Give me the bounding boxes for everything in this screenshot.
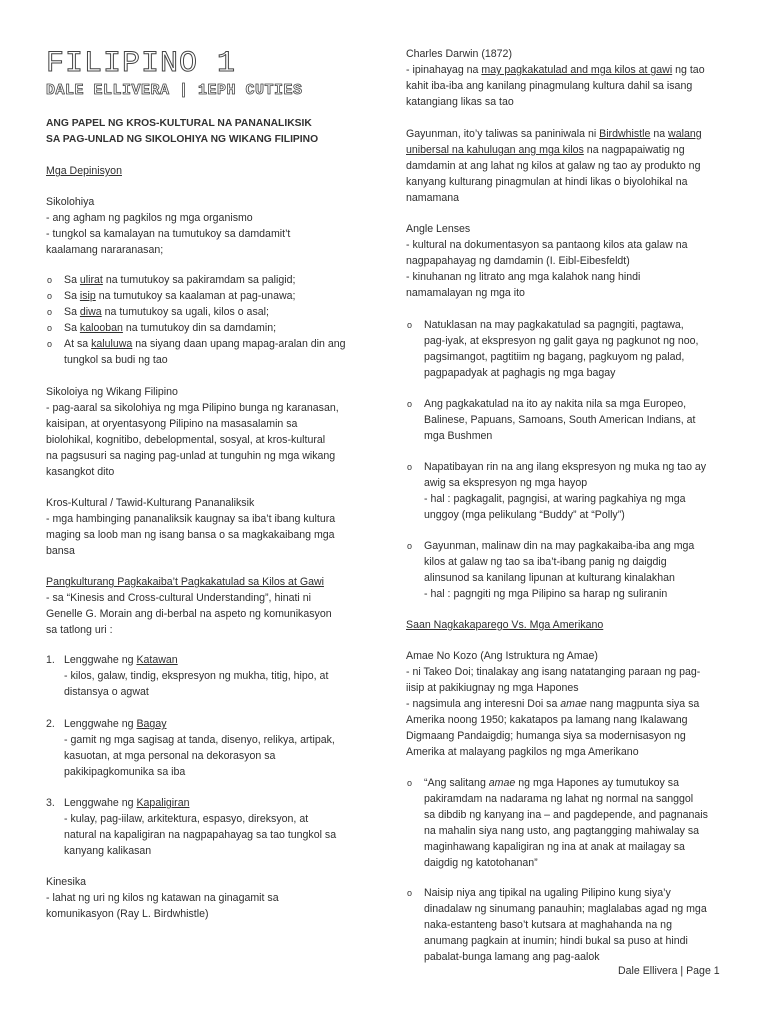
text-line: pakiramdam na nadarama ng lahat ng normal na sanggol xyxy=(424,793,694,805)
text-line: kanyang kalikasan xyxy=(64,845,152,857)
text-line: - kulay, pag-iilaw, arkitektura, espasyo, direksyon, at xyxy=(64,813,309,825)
text-line: dinadalaw ng sinumang panauhin; maglalabas agad ng mga xyxy=(424,903,707,915)
text-line: kanyang kulturang pinagmulan at hindi likas o biyolohikal na xyxy=(406,176,688,188)
text-line: mga Bushmen xyxy=(424,430,493,442)
text-line: - ipinahayag na may pagkakatulad and mga kilos at gawi ng tao xyxy=(406,64,705,76)
text-line: - kultural na dokumentasyon sa pantaong kilos ata galaw na xyxy=(406,239,688,251)
text-line: pakikipagkomunika sa iba xyxy=(64,766,186,778)
text-line: - tungkol sa kamalayan na tumutukoy sa damdamit’t xyxy=(46,228,291,240)
document-subtitle: DALE ELLIVERA | 1EPH CUTIES xyxy=(46,82,303,99)
term-angle-lenses: Angle Lenses xyxy=(406,223,471,235)
list-number: 2. xyxy=(46,718,55,730)
text-line: anumang pagkain at inumin; hindi bukal sa puso at hindi xyxy=(424,935,688,947)
text-line: pagpapadyak at paghagis ng mga bagay xyxy=(424,367,616,379)
text-line: daigdig ng katotohanan” xyxy=(424,857,538,869)
text-line: awig sa ekspresyon ng mga hayop xyxy=(424,477,588,489)
text-line: pag-iyak, at ekspresyon ng galit gaya ng pagkunot ng noo, xyxy=(424,335,699,347)
text-line: - pag-aaral sa sikolohiya ng mga Pilipino bunga ng karanasan, xyxy=(46,402,339,414)
list-item: “Ang salitang amae ng mga Hapones ay tumutukoy sa xyxy=(424,777,679,789)
bullet-icon: o xyxy=(47,339,53,349)
term-kinesika: Kinesika xyxy=(46,876,87,888)
list-item: Sa diwa na tumutukoy sa ugali, kilos o asal; xyxy=(64,306,269,318)
text-line: - ang agham ng pagkilos ng mga organismo xyxy=(46,212,253,224)
bullet-icon: o xyxy=(407,462,413,472)
list-number: 3. xyxy=(46,797,55,809)
term-amae-no-kozo: Amae No Kozo (Ang Istruktura ng Amae) xyxy=(406,650,598,662)
text-line: unibersal na kahulugan ang mga kilos na nagpapaiwatig ng xyxy=(406,144,685,156)
text-line: - gamit ng mga sagisag at tanda, disenyo, relikya, artipak, xyxy=(64,734,335,746)
list-item: Gayunman, malinaw din na may pagkakaiba-iba ang mga xyxy=(424,540,695,552)
text-line: bansa xyxy=(46,545,75,557)
text-line: Digmaang Pandaigdig; humanga siya sa modernisasyon ng xyxy=(406,730,686,742)
page-footer: Dale Ellivera | Page 1 xyxy=(618,965,720,977)
list-item: Naisip niya ang tipikal na ugaling Pilipino kung siya’y xyxy=(424,887,671,899)
text-line: - hal : pagkagalit, pagngisi, at waring pagkahiya ng mga xyxy=(424,493,686,505)
text-line: sa tatlong uri : xyxy=(46,624,113,636)
text-line: Amerika noong 1950; kakatapos pa lamang nang Ikalawang xyxy=(406,714,688,726)
text-line: pagsimangot, pagtitiim ng bagang, pagkuyom ng palad, xyxy=(424,351,685,363)
text-line: nagpapahayag ng damdamin (I. Eibl-Eibesfeldt) xyxy=(406,255,630,267)
list-item: Ang pagkakatulad na ito ay nakita nila sa mga Europeo, xyxy=(424,398,687,410)
bullet-icon: o xyxy=(47,275,53,285)
text-line: kaalamang nararanasan; xyxy=(46,244,164,256)
text-line: kahit iba-iba ang kanilang pinagmulang kultura dahil sa isang xyxy=(406,80,693,92)
text-line: namamalayan ng mga ito xyxy=(406,287,525,299)
list-item: At sa kaluluwa na siyang daan upang mapag-aralan din ang xyxy=(64,338,346,350)
list-item: Napatibayan rin na ang ilang ekspresyon ng muka ng tao ay xyxy=(424,461,707,473)
text-line: katangiang likas sa tao xyxy=(406,96,514,108)
text-line: unggoy (mga pelikulang “Buddy” at “Polly”) xyxy=(424,509,625,521)
list-item: Sa isip na tumutukoy sa kaalaman at pag-unawa; xyxy=(64,290,296,302)
text-line: kaisipan, at oryentasyong Pilipino na masasalamin sa xyxy=(46,418,298,430)
text-line: na mahalin siya nang usto, ang pagtangging mahiwalay sa xyxy=(424,825,700,837)
text-line: tungkol sa budi ng tao xyxy=(64,354,168,366)
text-line: - kinuhanan ng litrato ang mga kalahok nang hindi xyxy=(406,271,641,283)
bullet-icon: o xyxy=(407,888,413,898)
section-heading-line1: ANG PAPEL NG KROS-KULTURAL NA PANANALIKSIK xyxy=(46,118,312,129)
text-line: na pagsusuri sa naging pag-unlad at tunguhin ng mga wikang xyxy=(46,450,336,462)
text-line: - ni Takeo Doi; tinalakay ang isang natatanging paraan ng pag- xyxy=(406,666,701,678)
text-line: - sa “Kinesis and Cross-cultural Understanding”, hinati ni xyxy=(46,592,311,604)
list-number: 1. xyxy=(46,654,55,666)
text-line: maginhawang kapaligiran ng ina at anak at mailagay sa xyxy=(424,841,685,853)
bullet-icon: o xyxy=(407,399,413,409)
text-line: namamana xyxy=(406,192,459,204)
list-item: Sa kalooban na tumutukoy din sa damdamin; xyxy=(64,322,277,334)
text-line: - nagsimula ang interesni Doi sa amae nang magpunta siya sa xyxy=(406,698,700,710)
term-charles-darwin: Charles Darwin (1872) xyxy=(406,48,512,60)
text-line: sa dibdib ng kanyang ina – and pagdepende, and pagnanais xyxy=(424,809,708,821)
text-line: Gayunman, ito’y taliwas sa paniniwala ni Birdwhistle na walang xyxy=(406,128,702,140)
text-line: - hal : pagngiti ng mga Pilipino sa harap ng suliranin xyxy=(424,588,668,600)
list-item: Sa ulirat na tumutukoy sa pakiramdam sa paligid; xyxy=(64,274,296,286)
text-line: maging sa loob man ng isang bansa o sa magkakaibang mga xyxy=(46,529,335,541)
numbered-item-title: Lenggwahe ng Katawan xyxy=(64,654,178,666)
term-sikoloiya-wikang-filipino: Sikoloiya ng Wikang Filipino xyxy=(46,386,178,398)
document-title: FILIPINO 1 xyxy=(46,47,237,81)
list-item: Natuklasan na may pagkakatulad sa pagngiti, pagtawa, xyxy=(424,319,684,331)
text-line: naka-estanteng baso’t kutsara at maghahanda na ng xyxy=(424,919,672,931)
text-line: kasangkot dito xyxy=(46,466,115,478)
text-line: distansya o agwat xyxy=(64,686,149,698)
text-line: iisip at pakikiugnay ng mga Hapones xyxy=(406,682,579,694)
text-line: kasuotan, at mga personal na dekorasyon sa xyxy=(64,750,276,762)
subheading-mga-depinisyon: Mga Depinisyon xyxy=(46,165,122,177)
bullet-icon: o xyxy=(47,291,53,301)
text-line: pabalat-bunga lamang ang pag-aalok xyxy=(424,951,600,963)
text-line: kilos at galaw ng tao sa iba’t-ibang panig ng daigdig xyxy=(424,556,667,568)
text-line: natural na kapaligiran na nagpapahayag sa tao tungkol sa xyxy=(64,829,337,841)
text-line: alinsunod sa kanilang lipunan at kulturang kinalakhan xyxy=(424,572,675,584)
bullet-icon: o xyxy=(407,778,413,788)
bullet-icon: o xyxy=(47,307,53,317)
numbered-item-title: Lenggwahe ng Kapaligiran xyxy=(64,797,190,809)
text-line: Balinese, Papuans, Samoans, South American Indians, at xyxy=(424,414,696,426)
text-line: komunikasyon (Ray L. Birdwhistle) xyxy=(46,908,209,920)
term-kros-kultural: Kros-Kultural / Tawid-Kulturang Pananaliksik xyxy=(46,497,255,509)
text-line: damdamin at ang lahat ng kilos at galaw ng tao ay produkto ng xyxy=(406,160,701,172)
bullet-icon: o xyxy=(407,320,413,330)
section-heading-line2: SA PAG-UNLAD NG SIKOLOHIYA NG WIKANG FILIPINO xyxy=(46,134,319,145)
text-line: Amerika at malayang pagkilos ng mga Amerikano xyxy=(406,746,639,758)
text-line: - kilos, galaw, tindig, ekspresyon ng mukha, titig, hipo, at xyxy=(64,670,329,682)
subheading-saan-nagkakaparego: Saan Nagkakaparego Vs. Mga Amerikano xyxy=(406,619,604,631)
text-line: biolohikal, kognitibo, debelopmental, sosyal, at kros-kultural xyxy=(46,434,326,446)
bullet-icon: o xyxy=(47,323,53,333)
text-line: - mga hambinging pananaliksik kaugnay sa iba’t ibang kultura xyxy=(46,513,336,525)
subheading-pangkulturang: Pangkulturang Pagkakaiba’t Pagkakatulad sa Kilos at Gawi xyxy=(46,576,324,588)
numbered-item-title: Lenggwahe ng Bagay xyxy=(64,718,167,730)
text-line: Genelle G. Morain ang di-berbal na aspeto ng komunikasyon xyxy=(46,608,332,620)
text-line: - lahat ng uri ng kilos ng katawan na ginagamit sa xyxy=(46,892,279,904)
term-sikolohiya: Sikolohiya xyxy=(46,196,95,208)
bullet-icon: o xyxy=(407,541,413,551)
